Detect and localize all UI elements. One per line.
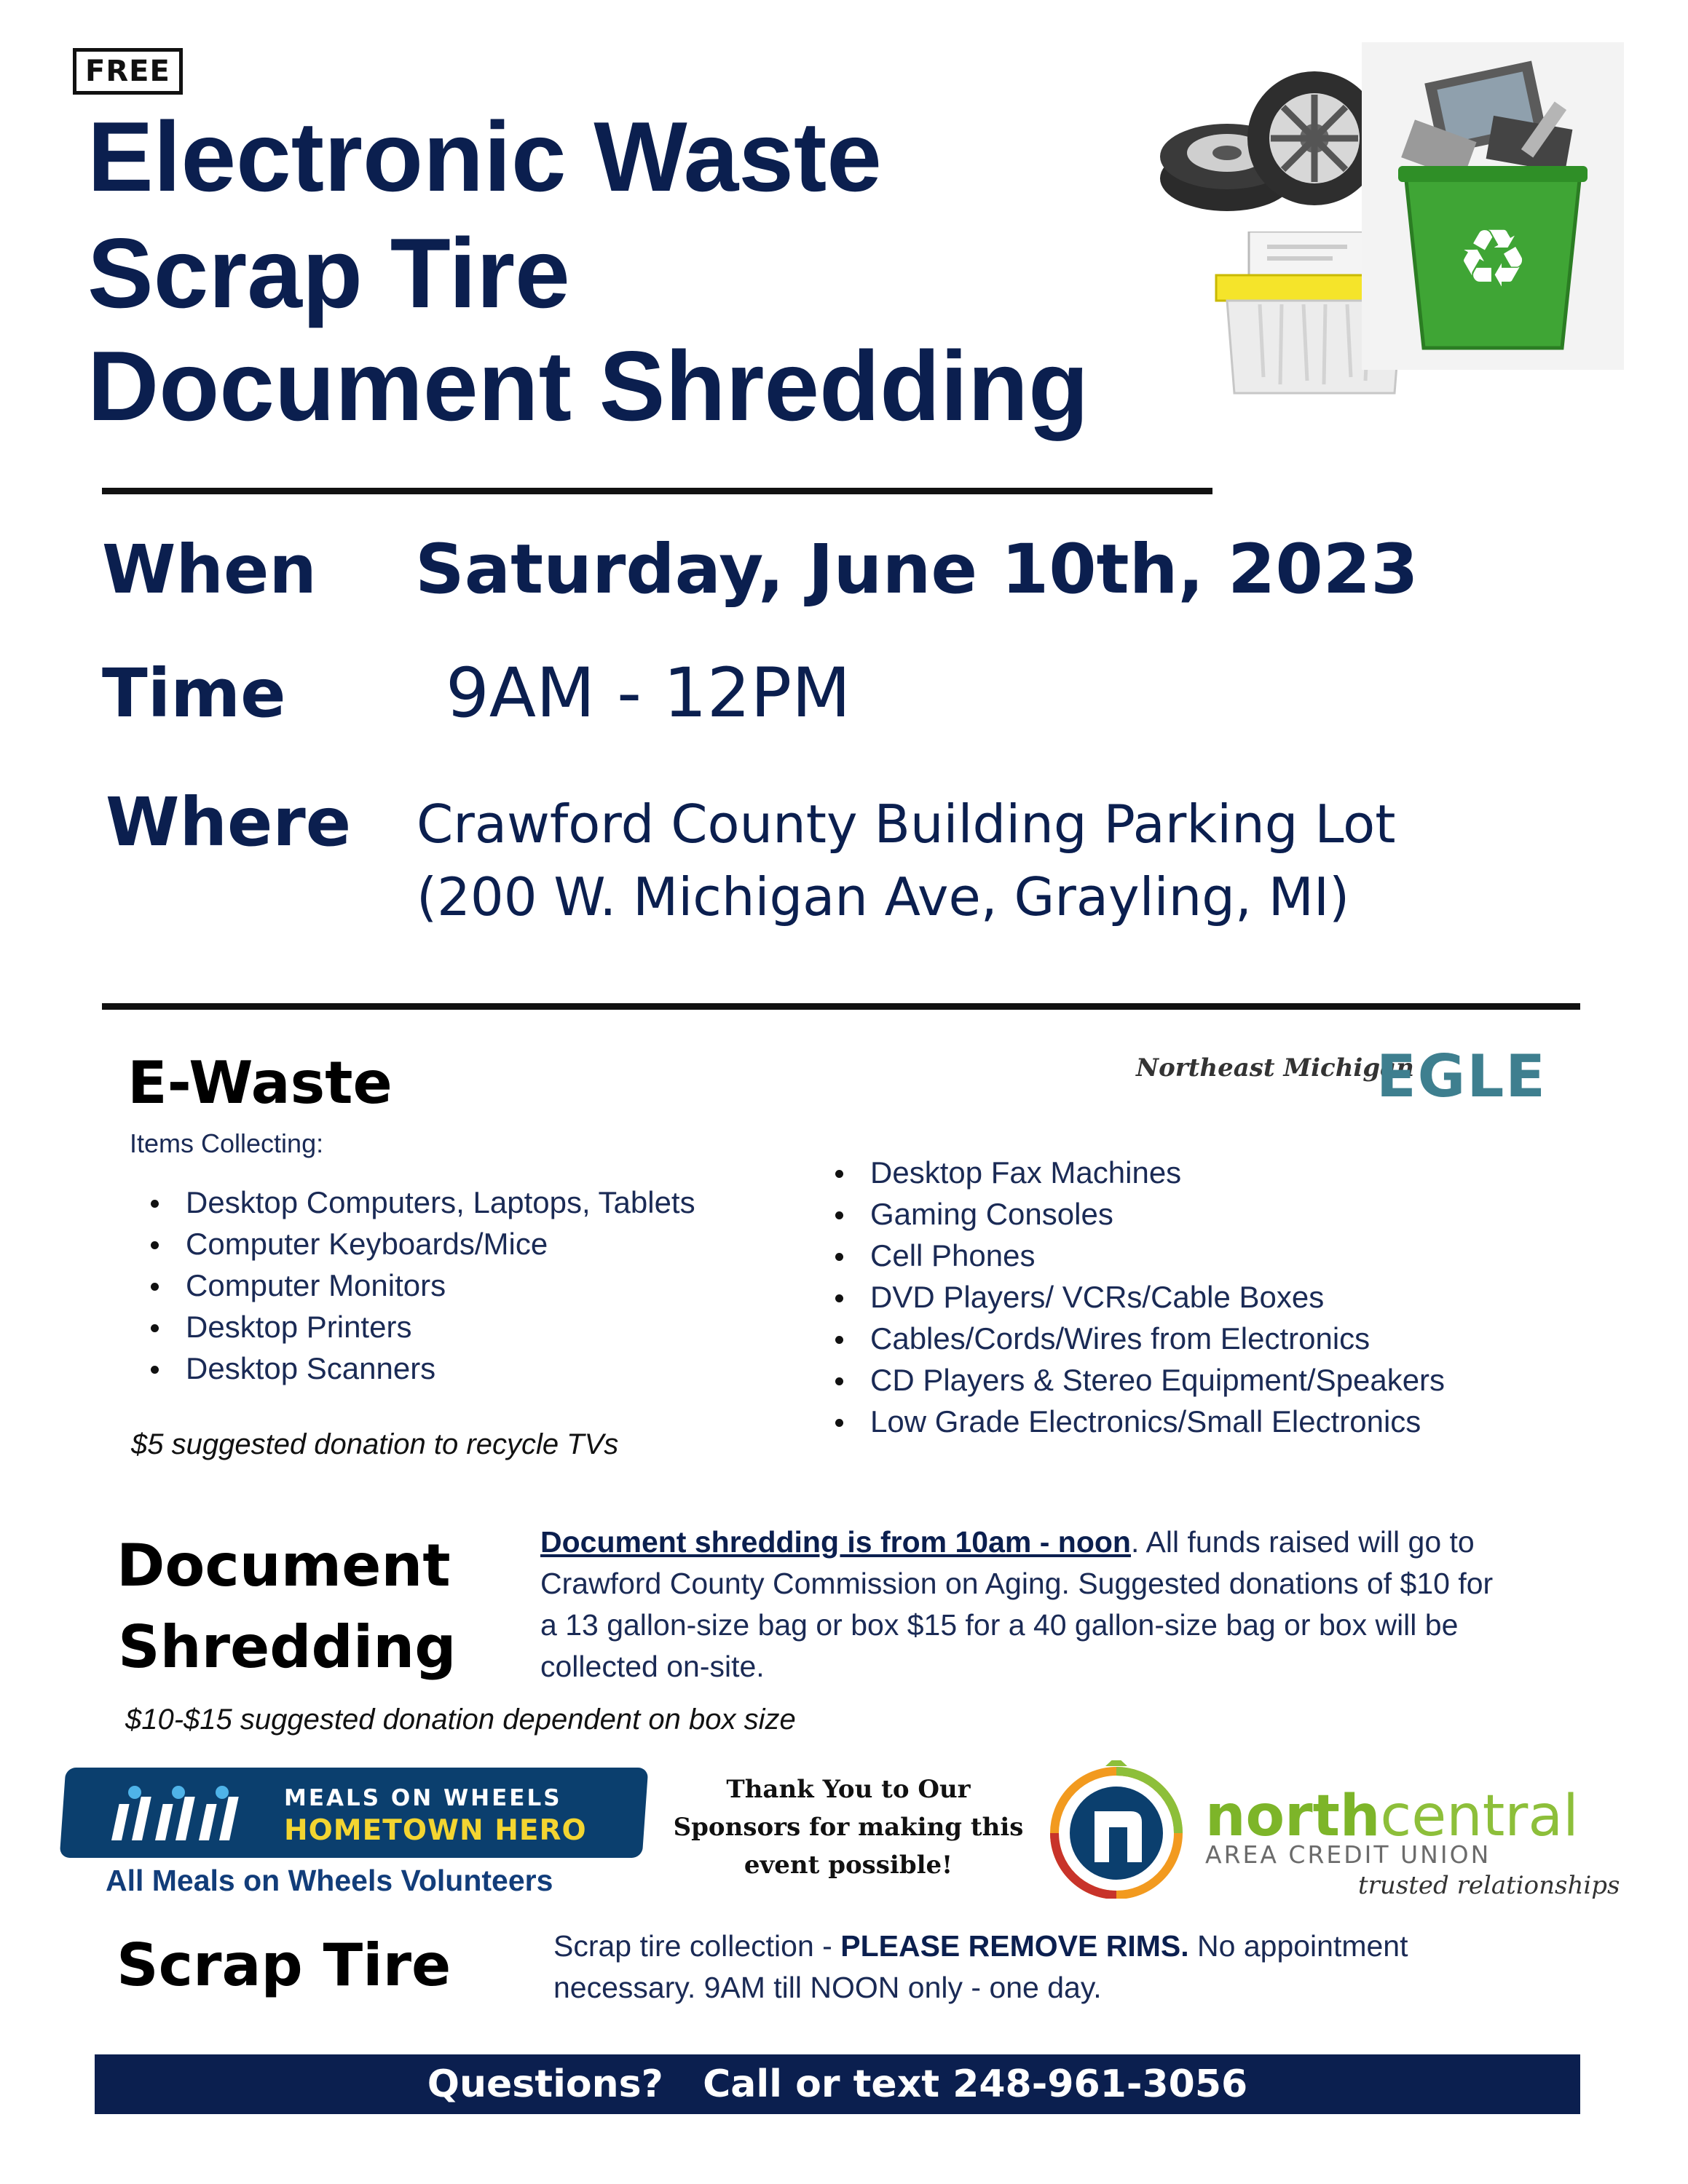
list-item: Low Grade Electronics/Small Electronics bbox=[827, 1401, 1445, 1442]
egle-logo: EGLE bbox=[1376, 1042, 1547, 1110]
list-item: Desktop Scanners bbox=[142, 1348, 695, 1389]
scrap-tire-body-start: Scrap tire collection - bbox=[553, 1929, 841, 1963]
northcentral-tagline: trusted relationships bbox=[1358, 1871, 1620, 1900]
shredding-hours: Document shredding is from 10am - noon bbox=[540, 1525, 1131, 1559]
where-line-1: Crawford County Building Parking Lot bbox=[417, 794, 1396, 855]
list-item: Gaming Consoles bbox=[827, 1193, 1445, 1235]
shredding-heading-line-1: Document bbox=[117, 1532, 451, 1599]
shredding-heading-line-2: Shredding bbox=[118, 1613, 457, 1681]
meals-on-wheels-line-2: HOMETOWN HERO bbox=[284, 1814, 587, 1847]
scrap-tire-rims-warning: PLEASE REMOVE RIMS. bbox=[840, 1929, 1189, 1963]
meals-on-wheels-icon bbox=[95, 1782, 269, 1848]
northcentral-name bbox=[1205, 1784, 1579, 1849]
list-item: Desktop Fax Machines bbox=[827, 1152, 1445, 1193]
ewaste-subheading: Items Collecting: bbox=[130, 1128, 324, 1158]
when-value: Saturday, June 10th, 2023 bbox=[415, 530, 1419, 609]
free-badge: FREE bbox=[73, 48, 183, 95]
time-value: 9AM - 12PM bbox=[446, 654, 851, 733]
list-item: CD Players & Stereo Equipment/Speakers bbox=[827, 1359, 1445, 1401]
shredding-paragraph bbox=[540, 1522, 1509, 1688]
tires-icon bbox=[1158, 69, 1391, 222]
where-line-2: (200 W. Michigan Ave, Grayling, MI) bbox=[417, 866, 1350, 927]
shredding-body: . All funds raised will go to Crawford County Commission on Aging. Suggested donations of $10 for a 13 gallon-size bag or box $15 for a 40 gallon-size bag or box will be collected on-site. bbox=[540, 1525, 1494, 1683]
questions-footer: Questions? Call or text 248-961-3056 bbox=[95, 2054, 1580, 2114]
ewaste-heading: E-Waste bbox=[127, 1049, 393, 1117]
scrap-tire-heading: Scrap Tire bbox=[117, 1931, 451, 1999]
divider-top bbox=[102, 488, 1212, 494]
list-item: Desktop Computers, Laptops, Tablets bbox=[142, 1182, 695, 1223]
when-label: When bbox=[102, 531, 317, 609]
meals-on-wheels-line-1: MEALS ON WHEELS bbox=[284, 1785, 562, 1811]
scrap-tire-body-end: No appointment necessary. 9AM till NOON only - one day. bbox=[553, 1929, 1408, 2004]
northcentral-subtitle: AREA CREDIT UNION bbox=[1205, 1840, 1491, 1869]
where-label: Where bbox=[106, 783, 352, 861]
northcentral-logo-icon bbox=[1040, 1760, 1193, 1899]
tv-donation-note: $5 suggested donation to recycle TVs bbox=[131, 1428, 619, 1460]
list-item: Desktop Printers bbox=[142, 1306, 695, 1348]
svg-text:♻: ♻ bbox=[1456, 212, 1529, 305]
ewaste-list-left bbox=[142, 1182, 695, 1389]
sponsor-thanks: Thank You to Our Sponsors for making this event possible! bbox=[673, 1775, 1024, 1880]
time-label: Time bbox=[102, 654, 286, 732]
list-item: Computer Monitors bbox=[142, 1265, 695, 1306]
list-item: Cell Phones bbox=[827, 1235, 1445, 1276]
ewaste-list-right bbox=[827, 1152, 1445, 1442]
shredding-donation-note: $10-$15 suggested donation dependent on box size bbox=[125, 1704, 796, 1736]
nemcog-logo: Northeast Michigan bbox=[1136, 1053, 1414, 1083]
northcentral-name-rest: central bbox=[1380, 1784, 1579, 1849]
title-line-2: Scrap Tire bbox=[87, 218, 570, 328]
scrap-tire-paragraph bbox=[553, 1926, 1522, 2009]
list-item: Computer Keyboards/Mice bbox=[142, 1223, 695, 1265]
title-line-3: Document Shredding bbox=[87, 331, 1089, 441]
recycle-bin-icon bbox=[1362, 42, 1624, 370]
list-item: DVD Players/ VCRs/Cable Boxes bbox=[827, 1276, 1445, 1318]
meals-on-wheels-caption: All Meals on Wheels Volunteers bbox=[106, 1864, 553, 1897]
list-item: Cables/Cords/Wires from Electronics bbox=[827, 1318, 1445, 1359]
northcentral-name-bold: north bbox=[1205, 1784, 1381, 1849]
title-line-1: Electronic Waste bbox=[87, 101, 882, 212]
divider-middle bbox=[102, 1003, 1580, 1010]
